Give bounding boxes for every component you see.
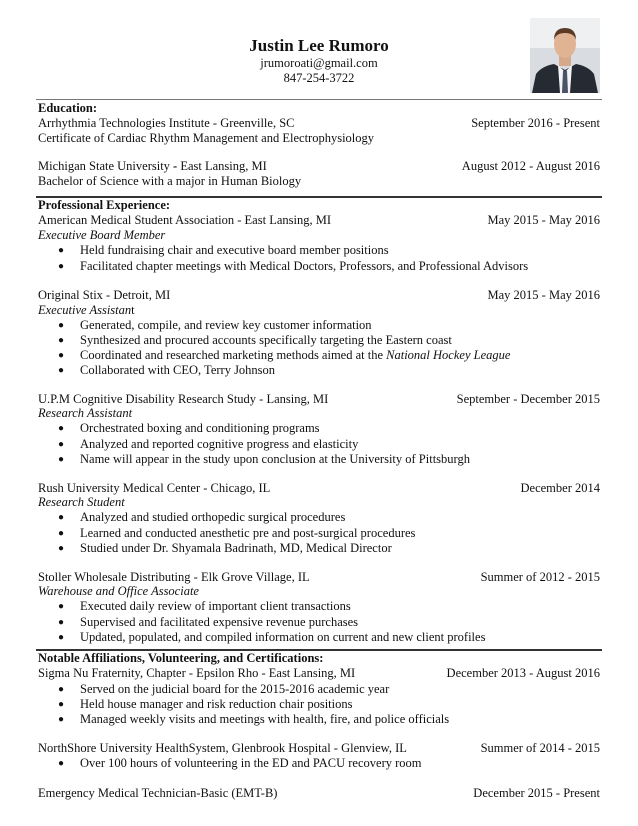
job-title: Warehouse and Office Associate: [38, 584, 199, 598]
resume-page: Justin Lee Rumoro jrumoroati@gmail.com 847-254-3722 Education: Arrhythmia Technologies Institute - Greenville, SC September 2016 - Present Certificate of Cardiac Rhythm Management and Electrophysiology Michigan State University - East Lansing, MI August 2012 - August 2016 Bachelor of Science with a major in Human Biology Professional Experience: American Medical Student Association - East Lansing, MI May 2015 - May 2016 Executive Board Member ● Held fundraising chair and executive board member positions ● Facilitated chapter meetings with Medical Doctors, Professors, and Professional Advisors Original Stix - Detroit, MI May 2015 - May 2016 Executive Assistant ● Generated, compile, and review key customer information ● Synthesized and procured accounts specifically targeting the Eastern coast ● Coordinated and researched marketing methods aimed at the National Hockey League ● Collaborated with CEO, Terry Johnson U.P.M Cognitive Disability Research Study - Lansing, MI September - December 2015 Research Assistant ● Orchestrated boxing and conditioning programs ● Analyzed and reported cognitive progress and elasticity ● Name will appear in the study upon conclusion at the University of Pittsburgh Rush University Medical Center - Chicago, IL December 2014 Research Student ● Analyzed and studied orthopedic surgical procedures ● Learned and conducted anesthetic pre and post-surgical procedures ● Studied under Dr. Shyamala Badrinath, MD, Medical Director Stoller Wholesale Distributing - Elk Grove Village, IL Summer of 2012 - 2015 Warehouse and Office Associate ● Executed daily review of important client transactions ● Supervised and facilitated expensive revenue purchases ● Updated, populated, and compiled information on current and new client profiles Notable Affiliations, Volunteering, and Certifications: Sigma Nu Fraternity, Chapter - Epsilon Rho - East Lansing, MI December 2013 - August 2016 ● Served on the judicial board for the 2015-2016 academic year ● Held house manager and risk reduction chair positions ● Managed weekly visits and meetings with health, fire, and police officials NorthShore University HealthSystem, Glenbrook Hospital - Glenview, IL Summer of 2014 - 2015 ● Over 100 hours of volunteering in the ED and PACU recovery room Emergency Medical Technician-Basic (EMT-B) December 2015 - Present: [0, 0, 638, 826]
phone-text: 847-254-3722: [283, 71, 355, 85]
job-org: Stoller Wholesale Distributing - Elk Grove Village, IL: [38, 570, 310, 584]
education-dates: September 2016 - Present: [471, 116, 600, 130]
education-detail: Bachelor of Science with a major in Human Biology: [38, 174, 302, 188]
job-title: Executive Assistant: [38, 303, 135, 317]
education-detail: Certificate of Cardiac Rhythm Management and Electrophysiology: [38, 131, 375, 145]
education-dates: August 2012 - August 2016: [461, 159, 600, 173]
affiliation-dates: Summer of 2014 - 2015: [480, 741, 600, 755]
education-institution: Arrhythmia Technologies Institute - Greenville, SC: [38, 116, 295, 130]
job-dates: September - December 2015: [456, 392, 600, 406]
job-dates: May 2015 - May 2016: [487, 213, 600, 227]
email-text: jrumoroati@gmail.com: [260, 56, 378, 70]
profile-photo: [530, 18, 600, 93]
job-title: Research Student: [38, 495, 125, 509]
job-org: U.P.M Cognitive Disability Research Study - Lansing, MI: [38, 392, 329, 406]
affiliation-org: Emergency Medical Technician-Basic (EMT-B): [38, 786, 278, 800]
job-org: Rush University Medical Center - Chicago, IL: [38, 481, 271, 495]
affiliation-org: NorthShore University HealthSystem, Glenbrook Hospital - Glenview, IL: [38, 741, 407, 755]
job-org: American Medical Student Association - East Lansing, MI: [38, 213, 331, 227]
affiliation-dates: December 2015 - Present: [473, 786, 600, 800]
job-dates: Summer of 2012 - 2015: [480, 570, 600, 584]
education-heading: Education:: [38, 101, 98, 115]
job-org: Original Stix - Detroit, MI: [38, 288, 171, 302]
job-dates: December 2014: [520, 481, 600, 495]
affiliations-heading: Notable Affiliations, Volunteering, and Certifications:: [38, 651, 324, 665]
candidate-name: Justin Lee Rumoro: [249, 36, 389, 55]
affiliation-org: Sigma Nu Fraternity, Chapter - Epsilon Rho - East Lansing, MI: [38, 666, 356, 680]
section-divider: [36, 99, 602, 100]
job-title: Executive Board Member: [38, 228, 166, 242]
experience-heading: Professional Experience:: [38, 198, 171, 212]
job-dates: May 2015 - May 2016: [487, 288, 600, 302]
job-title: Research Assistant: [38, 406, 133, 420]
affiliation-dates: December 2013 - August 2016: [446, 666, 600, 680]
education-institution: Michigan State University - East Lansing, MI: [38, 159, 267, 173]
profile-photo-image: [530, 18, 600, 93]
